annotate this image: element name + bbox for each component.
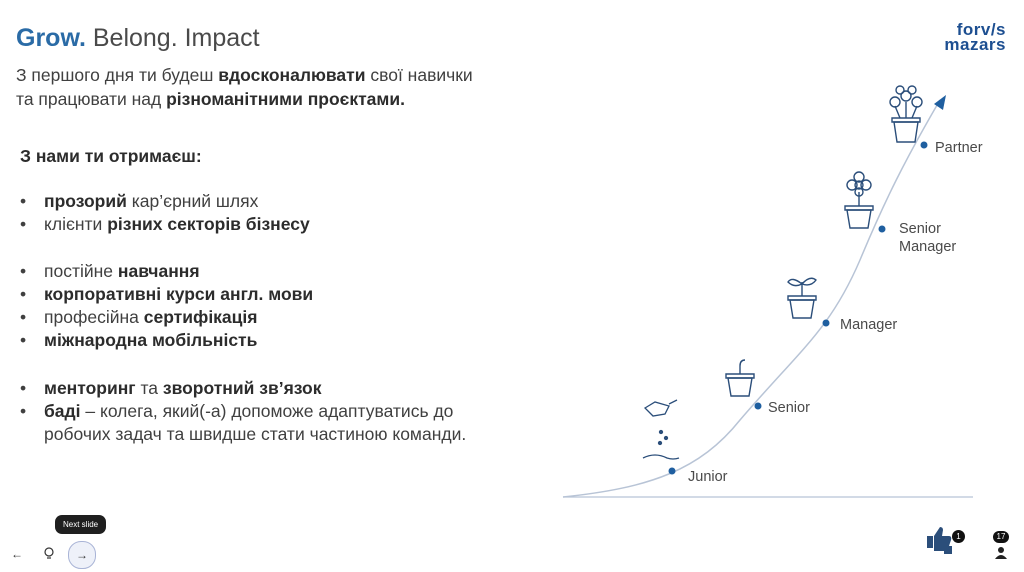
lightbulb-icon: [43, 547, 55, 561]
reactions-count: 1: [952, 530, 965, 543]
intro-l2-a: та працювати над: [16, 89, 167, 109]
viewers-count: 17: [993, 531, 1009, 543]
intro-l2-b: різноманітними проєктами.: [166, 89, 405, 109]
logo-line-2: mazars: [944, 35, 1006, 54]
b5-bold: сертифікація: [143, 307, 258, 327]
stage-marker: [823, 320, 830, 327]
b4-bold: корпоративні курси англ. мови: [44, 284, 314, 304]
b8-rest: – колега, який(-а) допоможе адаптуватись до робочих задач та швидше стати частиною команди.: [44, 401, 467, 444]
b2-pre: клієнти: [44, 214, 108, 234]
benefits-heading: З нами ти отримаєш:: [20, 146, 202, 166]
seedling-pot-icon: [788, 278, 816, 318]
stage-marker: [669, 468, 676, 475]
b2-bold: різних секторів бізнесу: [107, 214, 310, 234]
b7-bold-1: менторинг: [44, 378, 136, 398]
stage-marker: [879, 226, 886, 233]
b6-bold: міжнародна мобільність: [44, 330, 258, 350]
b7-mid: та: [135, 378, 163, 398]
intro-l1-b: вдосконалювати: [218, 65, 366, 85]
intro-l1-c: свої навички: [365, 65, 473, 85]
b7-bold-2: зворотний зв’язок: [162, 378, 322, 398]
prev-slide-button[interactable]: [4, 541, 30, 567]
next-slide-tooltip: Next slide: [55, 515, 106, 534]
b3-bold: навчання: [117, 261, 200, 281]
stage-partner: Partner: [935, 140, 983, 156]
stage-senior-manager-line-2: Manager: [899, 239, 957, 255]
viewers-indicator[interactable]: [988, 528, 1014, 562]
stage-marker: [921, 142, 928, 149]
bouquet-pot-icon: [890, 86, 922, 142]
reactions-button[interactable]: [924, 522, 964, 562]
hint-button[interactable]: [36, 541, 62, 567]
sprout-pot-icon: [726, 360, 754, 396]
b1-bold: прозорий: [44, 191, 127, 211]
b3-pre: постійне: [44, 261, 118, 281]
thumbs-up-icon: [924, 522, 954, 558]
stage-senior: Senior: [768, 400, 810, 416]
growth-curve: [563, 100, 940, 497]
arrow-left-icon: ←: [11, 547, 23, 561]
arrow-right-icon: →: [76, 548, 88, 562]
b8-bold: баді: [44, 401, 81, 421]
title-rest: Belong. Impact: [85, 24, 260, 52]
logo-line-1: forv/s: [956, 20, 1006, 39]
title-accent: Grow.: [16, 24, 86, 52]
b5-pre: професійна: [44, 307, 144, 327]
stage-senior-manager-line-1: Senior: [899, 221, 941, 237]
next-slide-button[interactable]: [68, 541, 96, 569]
stage-marker: [755, 403, 762, 410]
intro-l1-a: З першого дня ти будеш: [16, 65, 219, 85]
watering-seed-icon: [643, 400, 679, 459]
b1-rest: кар’єрний шлях: [126, 191, 259, 211]
flower-pot-icon: [845, 172, 873, 228]
stage-manager: Manager: [840, 317, 898, 333]
stage-junior: Junior: [688, 469, 728, 485]
